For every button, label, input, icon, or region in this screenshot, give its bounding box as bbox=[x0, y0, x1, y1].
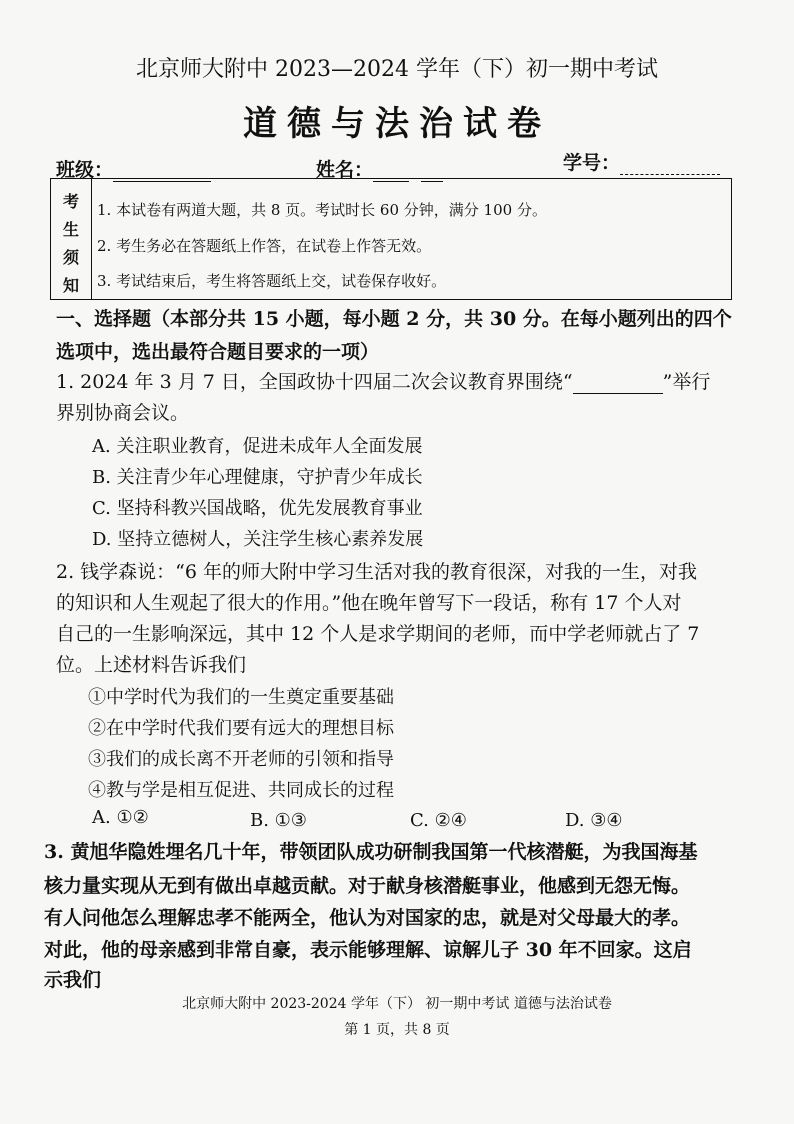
question-2-line: 自己的一生影响深远，其中 12 个人是求学期间的老师，而中学老师就占了 7 bbox=[56, 623, 700, 645]
question-3-line: 核力量实现从无到有做出卓越贡献。对于献身核潜艇事业，他感到无怨无悔。 bbox=[44, 875, 691, 897]
question-1-blank bbox=[573, 375, 663, 394]
question-1-option: B. 关注青少年心理健康，守护青少年成长 bbox=[92, 467, 423, 488]
subject-title: 道德与法治试卷 bbox=[243, 104, 551, 144]
notice-item: 1. 本试卷有两道大题，共 8 页。考试时长 60 分钟，满分 100 分。 bbox=[97, 201, 547, 219]
notice-head-char: 生 bbox=[62, 220, 79, 239]
notice-head-char: 考 bbox=[62, 192, 79, 211]
question-2-choice: A. ①② bbox=[92, 807, 149, 828]
question-2-line: 位。上述材料告诉我们 bbox=[56, 654, 247, 676]
question-2-statement: ①中学时代为我们的一生奠定重要基础 bbox=[88, 687, 394, 708]
question-3-line: 对此，他的母亲感到非常自豪，表示能够理解、谅解儿子 30 年不回家。这启 bbox=[44, 939, 692, 961]
question-1-option: D. 坚持立德树人，关注学生核心素养发展 bbox=[92, 529, 424, 550]
name-label: 姓名： bbox=[316, 159, 374, 181]
question-1-text: 1. 2024 年 3 月 7 日，全国政协十四届二次会议教育界围绕“ bbox=[56, 371, 573, 393]
question-2-choice: D. ③④ bbox=[565, 810, 623, 831]
question-1-option: A. 关注职业教育，促进未成年人全面发展 bbox=[92, 436, 423, 457]
question-3-line: 3. 黄旭华隐姓埋名几十年，带领团队成功研制我国第一代核潜艇，为我国海基 bbox=[44, 841, 698, 863]
class-label: 班级： bbox=[56, 159, 114, 181]
notice-item: 2. 考生务必在答题纸上作答，在试卷上作答无效。 bbox=[97, 237, 432, 255]
section-heading-line: 选项中，选出最符合题目要求的一项） bbox=[56, 341, 380, 363]
exam-header: 北京师大附中 2023—2024 学年（下）初一期中考试 bbox=[136, 57, 658, 82]
notice-item: 3. 考试结束后，考生将答题纸上交，试卷保存收好。 bbox=[97, 272, 447, 290]
notice-head-char: 知 bbox=[62, 276, 79, 295]
question-2-statement: ④教与学是相互促进、共同成长的过程 bbox=[88, 780, 394, 801]
question-2-statement: ②在中学时代我们要有远大的理想目标 bbox=[88, 718, 394, 739]
student-id-field bbox=[563, 148, 720, 175]
student-id-blank bbox=[620, 156, 720, 175]
question-1-text-end: ”举行 bbox=[662, 371, 711, 393]
notice-heading bbox=[51, 179, 92, 299]
question-1-option: C. 坚持科教兴国战略，优先发展教育事业 bbox=[92, 498, 423, 519]
question-1-line: 界别协商会议。 bbox=[56, 402, 190, 424]
exam-notice-box bbox=[50, 178, 732, 300]
notice-head-char: 须 bbox=[62, 248, 79, 267]
question-2-choice: C. ②④ bbox=[410, 810, 467, 831]
page-number: 第 1 页，共 8 页 bbox=[344, 1022, 450, 1038]
footer-exam-line: 北京师大附中 2023-2024 学年（下） 初一期中考试 道德与法治试卷 bbox=[182, 996, 612, 1012]
question-2-line: 的知识和人生观起了很大的作用。”他在晚年曾写下一段话，称有 17 个人对 bbox=[56, 592, 682, 614]
question-2-line: 2. 钱学森说：“6 年的师大附中学习生活对我的教育很深，对我的一生，对我 bbox=[56, 561, 698, 583]
section-heading-line: 一、选择题（本部分共 15 小题，每小题 2 分，共 30 分。在每小题列出的四个 bbox=[56, 308, 732, 330]
question-3-line: 示我们 bbox=[44, 969, 102, 991]
question-2-statement: ③我们的成长离不开老师的引领和指导 bbox=[88, 749, 394, 770]
question-3-line: 有人问他怎么理解忠孝不能两全，他认为对国家的忠，就是对父母最大的孝。 bbox=[44, 907, 691, 929]
question-2-choice: B. ①③ bbox=[250, 810, 307, 831]
student-id-label: 学号： bbox=[563, 152, 621, 174]
question-1-stem bbox=[56, 367, 710, 394]
